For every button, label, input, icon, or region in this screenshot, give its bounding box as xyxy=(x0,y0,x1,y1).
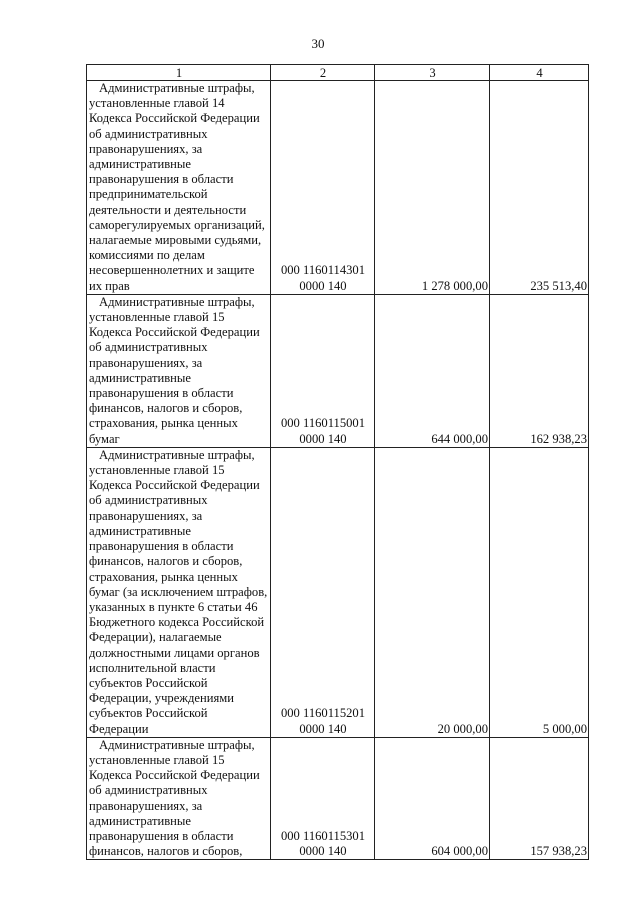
column-header-4: 4 xyxy=(490,65,589,81)
row-plan-amount-cell: 20 000,00 xyxy=(375,447,490,737)
row-code-cell: 000 1160115301 0000 140 xyxy=(271,737,375,860)
row-code-cell: 000 1160114301 0000 140 xyxy=(271,81,375,295)
row-name-cell: Административные штрафы, установленные главой 15 Кодекса Российской Федерации об административных правонарушениях, за административные правонарушения в области финансов, налогов и сборов, xyxy=(87,737,271,860)
row-plan-amount-cell: 644 000,00 xyxy=(375,294,490,447)
table-row xyxy=(87,81,589,295)
column-header-2: 2 xyxy=(271,65,375,81)
budget-table xyxy=(86,64,589,860)
row-plan-amount-cell: 1 278 000,00 xyxy=(375,81,490,295)
table-row xyxy=(87,294,589,447)
row-actual-amount-cell: 162 938,23 xyxy=(490,294,589,447)
column-header-1: 1 xyxy=(87,65,271,81)
table-header-row xyxy=(87,65,589,81)
row-name-cell: Административные штрафы, установленные главой 14 Кодекса Российской Федерации об административных правонарушениях, за административные правонарушения в области предпринимательской деятельности и деятельности саморегулируемых организаций, налагаемые мировыми судьями, комиссиями по делам несовершеннолетних и защите их прав xyxy=(87,81,271,295)
row-actual-amount-cell: 157 938,23 xyxy=(490,737,589,860)
row-code-cell: 000 1160115201 0000 140 xyxy=(271,447,375,737)
row-code-cell: 000 1160115001 0000 140 xyxy=(271,294,375,447)
table-row xyxy=(87,447,589,737)
row-actual-amount-cell: 5 000,00 xyxy=(490,447,589,737)
page-number: 30 xyxy=(311,36,325,51)
row-name-cell: Административные штрафы, установленные главой 15 Кодекса Российской Федерации об административных правонарушениях, за административные правонарушения в области финансов, налогов и сборов, страхования, рынка ценных бумаг xyxy=(87,294,271,447)
row-name-cell: Административные штрафы, установленные главой 15 Кодекса Российской Федерации об административных правонарушениях, за административные правонарушения в области финансов, налогов и сборов, страхования, рынка ценных бумаг (за исключением штрафов, указанных в пункте 6 статьи 46 Бюджетного кодекса Российской Федерации), налагаемые должностными лицами органов исполнительной власти субъектов Российской Федерации, учреждениями субъектов Российской Федерации xyxy=(87,447,271,737)
row-actual-amount-cell: 235 513,40 xyxy=(490,81,589,295)
column-header-3: 3 xyxy=(375,65,490,81)
row-plan-amount-cell: 604 000,00 xyxy=(375,737,490,860)
table-row xyxy=(87,737,589,860)
